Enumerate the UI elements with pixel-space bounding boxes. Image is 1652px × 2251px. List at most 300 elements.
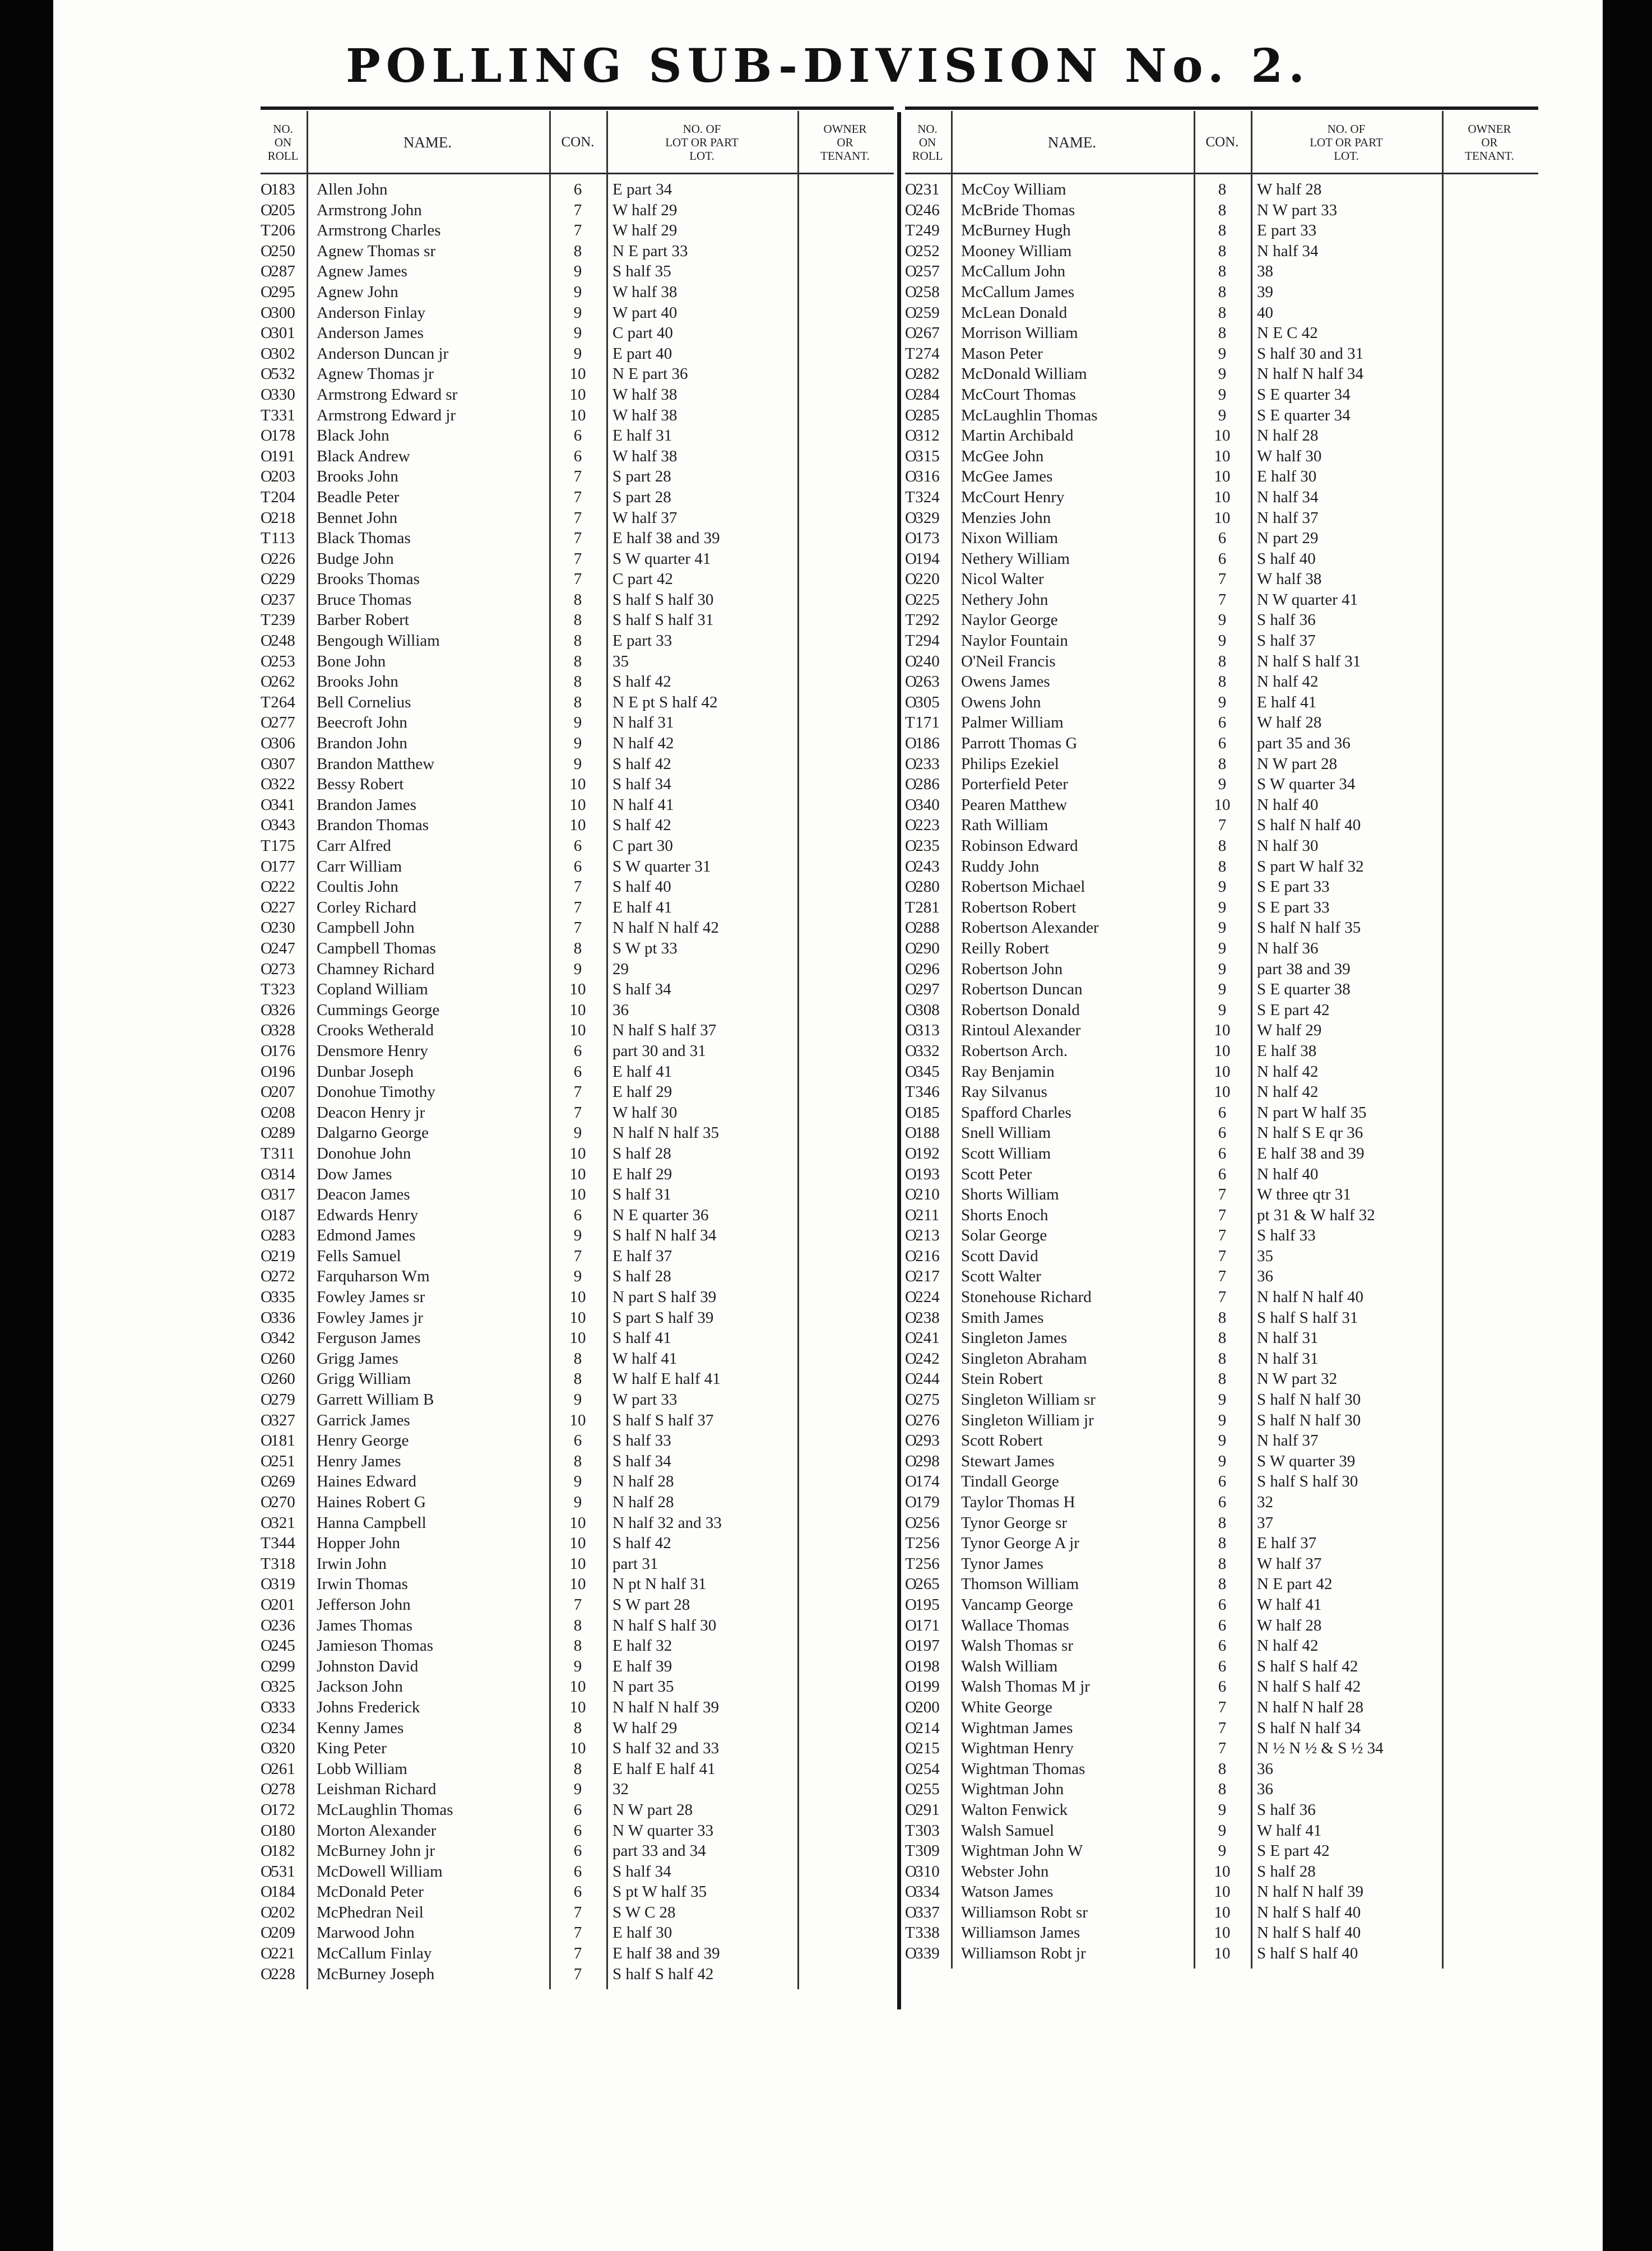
row-number: 337 (915, 1903, 940, 1921)
voter-name: Jackson John (317, 1678, 403, 1696)
concession: 7 (573, 1247, 582, 1265)
concession: 8 (573, 1452, 582, 1470)
lot-description: 36 (1257, 1780, 1273, 1799)
row-number: 249 (915, 221, 940, 240)
voter-name: Scott Robert (961, 1432, 1043, 1450)
lot-description: N half 42 (1257, 1083, 1319, 1101)
concession: 10 (569, 1001, 586, 1019)
column-rule (606, 111, 608, 1989)
lot-description: 35 (612, 652, 629, 670)
voter-name: Watson James (961, 1883, 1054, 1901)
row-number: 344 (271, 1534, 295, 1553)
voter-name: White George (961, 1698, 1052, 1716)
owner-or-tenant: O (905, 1329, 917, 1347)
concession: 7 (573, 570, 582, 589)
concession: 8 (573, 1370, 582, 1388)
owner-or-tenant: T (261, 837, 271, 855)
lot-description: E part 33 (1257, 221, 1317, 240)
row-number: 342 (271, 1329, 295, 1347)
voter-name: Edmond James (317, 1226, 416, 1245)
voter-name: Black John (317, 427, 389, 445)
owner-or-tenant: O (261, 1432, 272, 1450)
lot-description: N half 28 (612, 1493, 674, 1511)
row-number: 231 (915, 180, 940, 198)
concession: 6 (573, 857, 582, 876)
owner-or-tenant: O (261, 775, 272, 794)
concession: 7 (573, 201, 582, 219)
lot-description: pt 31 & W half 32 (1257, 1206, 1375, 1224)
row-number: 310 (915, 1862, 940, 1881)
lot-description: S W pt 33 (612, 939, 677, 957)
concession: 10 (1214, 1903, 1231, 1921)
voter-name: Black Andrew (317, 447, 410, 465)
concession: 10 (1214, 467, 1231, 486)
owner-or-tenant: T (261, 980, 271, 999)
row-number: 207 (271, 1083, 295, 1101)
concession: 8 (573, 1719, 582, 1737)
concession: 6 (573, 1206, 582, 1224)
lot-description: N W quarter 41 (1257, 590, 1358, 609)
row-number: 320 (271, 1739, 295, 1758)
lot-description: S half 28 (1257, 1862, 1316, 1881)
concession: 10 (569, 1308, 586, 1327)
owner-or-tenant: T (905, 1924, 915, 1942)
row-number: 187 (271, 1206, 295, 1224)
owner-or-tenant: T (905, 221, 915, 240)
lot-description: 36 (612, 1001, 629, 1019)
voter-name: McBurney John jr (317, 1842, 435, 1860)
header-lot: NO. OF LOT OR PART LOT. (1310, 122, 1383, 163)
row-number: 244 (915, 1370, 940, 1388)
row-number: 285 (915, 406, 940, 424)
owner-or-tenant: T (261, 529, 271, 548)
lot-description: W half 29 (612, 1719, 677, 1737)
lot-description: S half 36 (1257, 1800, 1316, 1819)
lot-description: W half 29 (612, 221, 677, 240)
voter-name: Scott Peter (961, 1165, 1032, 1183)
row-number: 275 (915, 1391, 940, 1409)
voter-name: Farquharson Wm (317, 1267, 430, 1286)
owner-or-tenant: O (905, 570, 917, 589)
concession: 10 (1214, 795, 1231, 814)
lot-description: N E C 42 (1257, 324, 1318, 342)
owner-or-tenant: O (261, 508, 272, 527)
row-number: 184 (271, 1883, 295, 1901)
voter-name: Allen John (317, 180, 388, 198)
owner-or-tenant: O (261, 180, 272, 198)
owner-or-tenant: T (261, 1554, 271, 1573)
owner-or-tenant: O (261, 303, 272, 322)
row-number: 235 (915, 837, 940, 855)
lot-description: N half N half 28 (1257, 1698, 1364, 1716)
concession: 8 (1218, 180, 1227, 198)
row-number: 340 (915, 795, 940, 814)
concession: 8 (1218, 242, 1227, 260)
concession: 6 (1218, 1144, 1227, 1162)
owner-or-tenant: O (261, 262, 272, 281)
lot-description: W half 41 (1257, 1821, 1322, 1840)
owner-or-tenant: O (261, 1965, 272, 1983)
row-number: 346 (915, 1083, 940, 1101)
concession: 10 (1214, 447, 1231, 465)
header-con: CON. (561, 135, 595, 150)
lot-description: S half 40 (1257, 549, 1316, 568)
owner-or-tenant: O (905, 1041, 917, 1060)
owner-or-tenant: O (261, 857, 272, 876)
concession: 8 (573, 673, 582, 691)
concession: 10 (569, 1329, 586, 1347)
lot-description: 32 (612, 1780, 629, 1799)
column-rule (1194, 111, 1195, 1969)
owner-or-tenant: O (261, 1821, 272, 1840)
owner-or-tenant: O (261, 878, 272, 896)
lot-description: W half 29 (1257, 1021, 1322, 1040)
owner-or-tenant: O (261, 344, 272, 363)
voter-name: Stein Robert (961, 1370, 1043, 1388)
owner-or-tenant: O (261, 549, 272, 568)
row-number: 178 (271, 427, 295, 445)
voter-name: Bengough William (317, 632, 440, 650)
owner-or-tenant: O (261, 1759, 272, 1778)
row-number: 270 (271, 1493, 295, 1511)
owner-or-tenant: O (261, 734, 272, 753)
concession: 6 (573, 1432, 582, 1450)
concession: 6 (573, 1062, 582, 1081)
row-number: 302 (271, 344, 295, 363)
voter-name: Naylor George (961, 611, 1058, 629)
left-column-group (261, 106, 894, 2007)
owner-or-tenant: O (261, 1165, 272, 1183)
row-number: 173 (915, 529, 940, 548)
lot-description: E half 32 (612, 1637, 672, 1655)
voter-name: Dunbar Joseph (317, 1062, 414, 1081)
owner-or-tenant: O (905, 1103, 917, 1122)
voter-name: Lobb William (317, 1759, 407, 1778)
row-number: 209 (271, 1924, 295, 1942)
voter-name: O'Neil Francis (961, 652, 1056, 670)
voter-name: Carr William (317, 857, 402, 876)
owner-or-tenant: O (905, 549, 917, 568)
lot-description: W half E half 41 (612, 1370, 721, 1388)
concession: 6 (1218, 1103, 1227, 1122)
voter-name: Vancamp George (961, 1595, 1073, 1614)
row-number: 191 (271, 447, 295, 465)
owner-or-tenant: O (261, 1349, 272, 1368)
lot-description: S half 42 (612, 816, 671, 835)
lot-description: S half N half 35 (1257, 919, 1361, 937)
row-number: 185 (915, 1103, 940, 1122)
voter-name: Morton Alexander (317, 1821, 437, 1840)
row-number: 177 (271, 857, 295, 876)
owner-or-tenant: O (905, 1472, 917, 1491)
owner-or-tenant: O (905, 1637, 917, 1655)
row-number: 211 (915, 1206, 940, 1224)
concession: 10 (569, 1513, 586, 1532)
voter-name: Hanna Campbell (317, 1513, 426, 1532)
row-number: 282 (915, 365, 940, 383)
concession: 8 (1218, 1534, 1227, 1553)
row-number: 291 (915, 1800, 940, 1819)
row-number: 300 (271, 303, 295, 322)
concession: 8 (1218, 1329, 1227, 1347)
concession: 7 (573, 898, 582, 916)
row-number: 226 (271, 549, 295, 568)
header-lot: NO. OF LOT OR PART LOT. (665, 122, 739, 163)
voter-name: King Peter (317, 1739, 387, 1758)
voter-name: Anderson James (317, 324, 424, 342)
voter-name: Hopper John (317, 1534, 401, 1553)
owner-or-tenant: O (905, 1391, 917, 1409)
lot-description: E half 37 (612, 1247, 672, 1265)
row-number: 338 (915, 1924, 940, 1942)
owner-or-tenant: O (905, 939, 917, 957)
concession: 10 (1214, 1041, 1231, 1060)
lot-description: S E part 42 (1257, 1842, 1330, 1860)
row-number: 315 (915, 447, 940, 465)
concession: 7 (573, 1595, 582, 1614)
voter-name: Johnston David (317, 1657, 419, 1675)
lot-description: 32 (1257, 1493, 1273, 1511)
row-number: 325 (271, 1678, 295, 1696)
lot-description: S E quarter 34 (1257, 385, 1351, 404)
lot-description: S half 30 and 31 (1257, 344, 1364, 363)
lot-description: E half 31 (612, 427, 672, 445)
concession: 7 (573, 1965, 582, 1983)
concession: 8 (573, 939, 582, 957)
row-number: 182 (271, 1842, 295, 1860)
row-number: 210 (915, 1185, 940, 1204)
row-number: 200 (915, 1698, 940, 1716)
concession: 9 (573, 734, 582, 753)
row-number: 202 (271, 1903, 295, 1921)
lot-description: N half 42 (1257, 1062, 1319, 1081)
owner-or-tenant: T (905, 611, 915, 629)
voter-name: Beadle Peter (317, 488, 400, 506)
concession: 7 (573, 1944, 582, 1963)
owner-or-tenant: O (261, 590, 272, 609)
concession: 7 (1218, 1288, 1227, 1307)
row-number: 214 (915, 1719, 940, 1737)
lot-description: S half N half 30 (1257, 1391, 1361, 1409)
lot-description: W half 38 (612, 385, 677, 404)
lot-description: S W quarter 39 (1257, 1452, 1356, 1470)
row-number: 330 (271, 385, 295, 404)
concession: 8 (1218, 221, 1227, 240)
concession: 8 (1218, 1575, 1227, 1594)
lot-description: N W part 28 (1257, 754, 1338, 773)
concession: 8 (573, 242, 582, 260)
voter-name: Walton Fenwick (961, 1800, 1068, 1819)
row-number: 208 (271, 1103, 295, 1122)
voter-name: Shorts Enoch (961, 1206, 1048, 1224)
lot-description: 35 (1257, 1247, 1273, 1265)
row-number: 246 (915, 201, 940, 219)
concession: 10 (1214, 1083, 1231, 1101)
voter-name: Bell Cornelius (317, 693, 411, 711)
concession: 6 (1218, 734, 1227, 753)
owner-or-tenant: O (905, 1226, 917, 1245)
concession: 7 (573, 467, 582, 486)
lot-description: S half 33 (1257, 1226, 1316, 1245)
row-number: 234 (271, 1719, 295, 1737)
lot-description: N W part 28 (612, 1800, 693, 1819)
voter-name: Agnew John (317, 282, 398, 301)
owner-or-tenant: O (905, 1124, 917, 1142)
concession: 7 (1218, 590, 1227, 609)
owner-or-tenant: O (261, 754, 272, 773)
lot-description: S half N half 34 (1257, 1719, 1361, 1737)
voter-name: Wallace Thomas (961, 1616, 1069, 1634)
header-no-on-roll: NO. ON ROLL (912, 122, 943, 163)
concession: 8 (1218, 262, 1227, 281)
row-number: 204 (271, 488, 295, 506)
voter-name: Walsh Thomas M jr (961, 1678, 1090, 1696)
voter-name: McBurney Joseph (317, 1965, 435, 1983)
owner-or-tenant: O (905, 324, 917, 342)
lot-description: C part 42 (612, 570, 673, 589)
row-number: 332 (915, 1041, 940, 1060)
voter-name: Williamson Robt sr (961, 1903, 1088, 1921)
lot-description: S half N half 34 (612, 1226, 717, 1245)
concession: 10 (569, 385, 586, 404)
lot-description: N half S half 42 (1257, 1678, 1361, 1696)
concession: 8 (1218, 201, 1227, 219)
voter-name: Dalgarno George (317, 1124, 429, 1142)
lot-description: N half 34 (1257, 242, 1319, 260)
concession: 8 (1218, 1554, 1227, 1573)
row-number: 301 (271, 324, 295, 342)
header-con: CON. (1205, 135, 1239, 150)
owner-or-tenant: O (905, 1308, 917, 1327)
lot-description: N E part 36 (612, 365, 688, 383)
voter-name: Campbell John (317, 919, 415, 937)
voter-name: Ruddy John (961, 857, 1040, 876)
owner-or-tenant: O (905, 447, 917, 465)
owner-or-tenant: O (261, 1472, 272, 1491)
voter-name: McDowell William (317, 1862, 443, 1881)
lot-description: 36 (1257, 1759, 1273, 1778)
concession: 7 (573, 221, 582, 240)
voter-name: Solar George (961, 1226, 1047, 1245)
row-number: 192 (915, 1144, 940, 1162)
owner-or-tenant: O (905, 365, 917, 383)
voter-name: Walsh William (961, 1657, 1058, 1675)
lot-description: S pt W half 35 (612, 1883, 707, 1901)
row-number: 264 (271, 693, 295, 711)
row-number: 321 (271, 1513, 295, 1532)
lot-description: 36 (1257, 1267, 1273, 1286)
concession: 6 (573, 427, 582, 445)
concession: 9 (573, 1780, 582, 1799)
concession: 8 (1218, 1370, 1227, 1388)
voter-name: Owens James (961, 673, 1050, 691)
concession: 8 (573, 693, 582, 711)
center-divider (897, 112, 901, 2009)
concession: 10 (569, 1739, 586, 1758)
voter-name: McLean Donald (961, 303, 1068, 322)
row-number: 288 (915, 919, 940, 937)
voter-name: Robertson Robert (961, 898, 1076, 916)
concession: 7 (1218, 1739, 1227, 1758)
voter-name: Kenny James (317, 1719, 404, 1737)
lot-description: S half 28 (612, 1144, 671, 1162)
row-number: 274 (915, 344, 940, 363)
owner-or-tenant: O (905, 303, 917, 322)
lot-description: S part 28 (612, 467, 671, 486)
row-number: 172 (271, 1800, 295, 1819)
voter-name: Tynor George sr (961, 1513, 1068, 1532)
voter-name: Garrick James (317, 1411, 410, 1429)
concession: 9 (1218, 898, 1227, 916)
lot-description: N half 31 (612, 714, 674, 732)
voter-name: Armstrong Edward sr (317, 385, 458, 404)
row-number: 309 (915, 1842, 940, 1860)
lot-description: E half 30 (1257, 467, 1317, 486)
owner-or-tenant: T (261, 221, 271, 240)
concession: 9 (1218, 980, 1227, 999)
lot-description: W half 37 (612, 508, 677, 527)
owner-or-tenant: O (905, 980, 917, 999)
voter-name: McCoy William (961, 180, 1066, 198)
owner-or-tenant: T (261, 488, 271, 506)
lot-description: N E part 42 (1257, 1575, 1333, 1594)
lot-description: E half 29 (612, 1083, 672, 1101)
lot-description: 29 (612, 960, 629, 978)
voter-name: Brandon Matthew (317, 754, 435, 773)
owner-or-tenant: T (905, 1534, 915, 1553)
concession: 7 (573, 1103, 582, 1122)
owner-or-tenant: O (905, 919, 917, 937)
voter-name: Robinson Edward (961, 837, 1078, 855)
row-number: 230 (271, 919, 295, 937)
owner-or-tenant: O (261, 1021, 272, 1040)
owner-or-tenant: O (905, 1165, 917, 1183)
voter-name: Walsh Thomas sr (961, 1637, 1074, 1655)
concession: 10 (1214, 1862, 1231, 1881)
voter-name: Campbell Thomas (317, 939, 436, 957)
lot-description: S half 41 (612, 1329, 671, 1347)
lot-description: S W quarter 41 (612, 549, 711, 568)
owner-or-tenant: O (905, 1678, 917, 1696)
voter-name: Stonehouse Richard (961, 1288, 1092, 1307)
lot-description: S E part 33 (1257, 898, 1330, 916)
lot-description: S half S half 42 (1257, 1657, 1358, 1675)
concession: 10 (1214, 1924, 1231, 1942)
owner-or-tenant: O (905, 1267, 917, 1286)
row-number: 256 (915, 1534, 940, 1553)
row-number: 263 (915, 673, 940, 691)
voter-name: Philips Ezekiel (961, 754, 1059, 773)
voter-name: Wightman John (961, 1780, 1064, 1799)
row-number: 254 (915, 1759, 940, 1778)
voter-name: Agnew James (317, 262, 407, 281)
voter-name: Taylor Thomas H (961, 1493, 1075, 1511)
row-number: 222 (271, 878, 295, 896)
owner-or-tenant: O (261, 816, 272, 835)
owner-or-tenant: O (905, 775, 917, 794)
row-number: 298 (915, 1452, 940, 1470)
row-number: 277 (271, 714, 295, 732)
row-number: 531 (271, 1862, 295, 1881)
concession: 8 (573, 652, 582, 670)
row-number: 311 (271, 1144, 295, 1162)
row-number: 260 (271, 1370, 295, 1388)
lot-description: N half 37 (1257, 1432, 1319, 1450)
voter-name: Reilly Robert (961, 939, 1050, 957)
column-rule (951, 111, 953, 1969)
concession: 6 (573, 1842, 582, 1860)
row-number: 195 (915, 1595, 940, 1614)
